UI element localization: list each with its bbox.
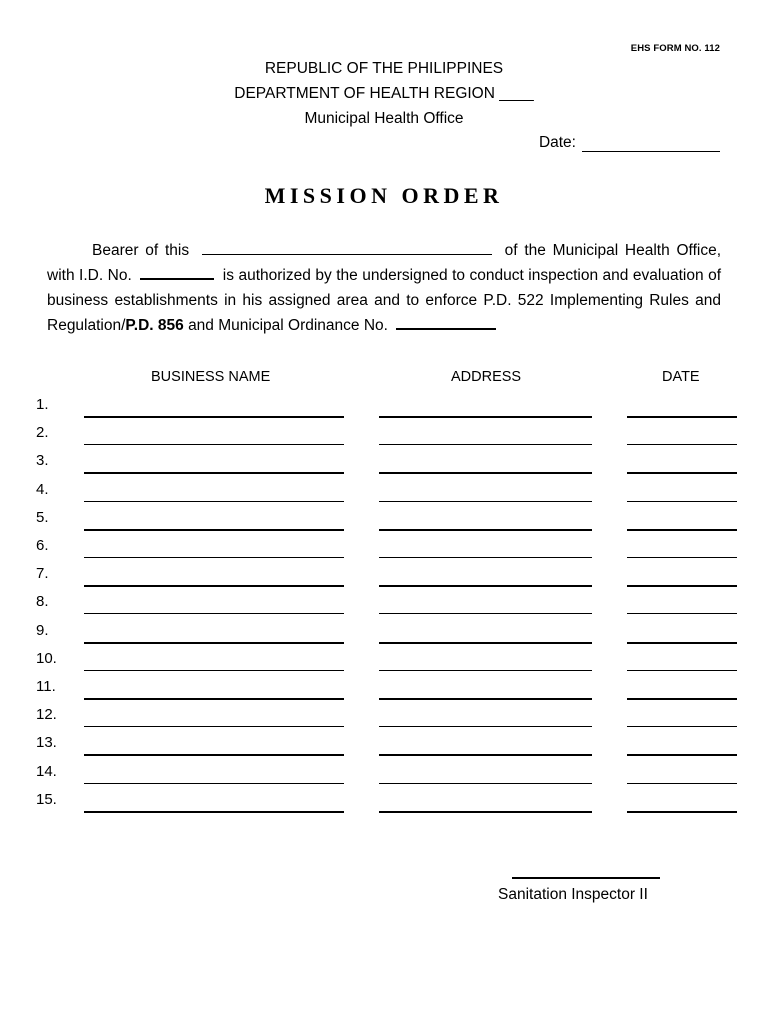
address-line[interactable] [379,811,592,813]
date-line[interactable] [627,613,737,614]
row-number: 3. [36,452,49,470]
date-line[interactable] [627,444,737,445]
column-date: DATE [662,369,700,385]
para-text-5: and Municipal Ordinance No. [188,317,388,334]
row-number: 14. [36,762,57,780]
date-field [539,134,720,152]
date-line[interactable] [627,698,737,700]
row-number: 15. [36,790,57,808]
header-department: DEPARTMENT OF HEALTH REGION ____ [234,85,534,102]
date-line[interactable] [627,670,737,671]
signature-line[interactable] [512,877,660,879]
business-name-line[interactable] [84,444,344,445]
column-business-name: BUSINESS NAME [151,369,271,385]
row-number: 7. [36,565,49,583]
row-number: 2. [36,424,49,442]
address-line[interactable] [379,501,592,502]
date-line[interactable] [627,472,737,474]
column-address: ADDRESS [451,369,522,385]
date-line[interactable] [627,501,737,502]
header-republic: REPUBLIC OF THE PHILIPPINES [264,60,504,77]
address-line[interactable] [379,754,592,756]
address-line[interactable] [379,642,592,644]
row-number: 12. [36,706,57,724]
row-number: 10. [36,649,57,667]
business-name-line[interactable] [84,783,344,784]
row-number: 9. [36,621,49,639]
business-name-line[interactable] [84,416,344,418]
id-number-blank[interactable] [140,264,214,280]
row-number: 1. [36,396,49,413]
business-name-line[interactable] [84,754,344,756]
business-name-line[interactable] [84,613,344,614]
row-number: 4. [36,480,49,498]
address-line[interactable] [379,416,592,418]
row-number: 11. [36,678,56,695]
date-label: Date: [538,134,576,151]
address-line[interactable] [379,698,592,700]
business-name-line[interactable] [84,501,344,502]
business-name-line[interactable] [84,585,344,587]
business-name-line[interactable] [84,698,344,700]
authorization-paragraph [47,238,721,338]
business-name-line[interactable] [84,472,344,474]
signature-label: Sanitation Inspector II [498,886,648,903]
para-text-pd856: P.D. 856 [125,317,184,334]
row-number: 6. [36,537,49,554]
business-name-line[interactable] [84,726,344,727]
address-line[interactable] [379,444,592,445]
date-line[interactable] [627,585,737,587]
address-line[interactable] [379,670,592,671]
date-line[interactable] [627,529,737,531]
form-number: EHS FORM NO. 112 [630,43,720,54]
address-line[interactable] [379,613,592,614]
date-line[interactable] [627,754,737,756]
business-name-line[interactable] [84,642,344,644]
row-number: 13. [36,734,57,752]
page-title: MISSION ORDER [264,183,504,208]
address-line[interactable] [379,529,592,531]
business-name-line[interactable] [84,670,344,671]
date-line[interactable] [627,811,737,813]
row-number: 8. [36,593,49,611]
date-blank[interactable] [582,136,720,152]
date-line[interactable] [627,726,737,727]
address-line[interactable] [379,557,592,558]
address-line[interactable] [379,585,592,587]
bearer-name-blank[interactable] [202,240,492,255]
business-name-line[interactable] [84,557,344,558]
business-name-line[interactable] [84,811,344,813]
row-number: 5. [36,508,49,526]
address-line[interactable] [379,472,592,474]
business-name-line[interactable] [84,529,344,531]
address-line[interactable] [379,783,592,784]
ordinance-number-blank[interactable] [396,314,496,330]
address-line[interactable] [379,726,592,727]
date-line[interactable] [627,416,737,418]
para-text-3: is authorized by the undersigned to conduct inspection and evaluation of business establishments in his assigned area and to enforce P.D. 522 Implementing Rules and Regulation/ [47,267,722,334]
date-line[interactable] [627,557,737,558]
para-text-1: Bearer of this [92,242,190,259]
date-line[interactable] [627,783,737,784]
header-office: Municipal Health Office [304,110,464,127]
date-line[interactable] [627,642,737,644]
para-text-2: of the Municipal Health Office, with I.D. No. [47,242,722,284]
